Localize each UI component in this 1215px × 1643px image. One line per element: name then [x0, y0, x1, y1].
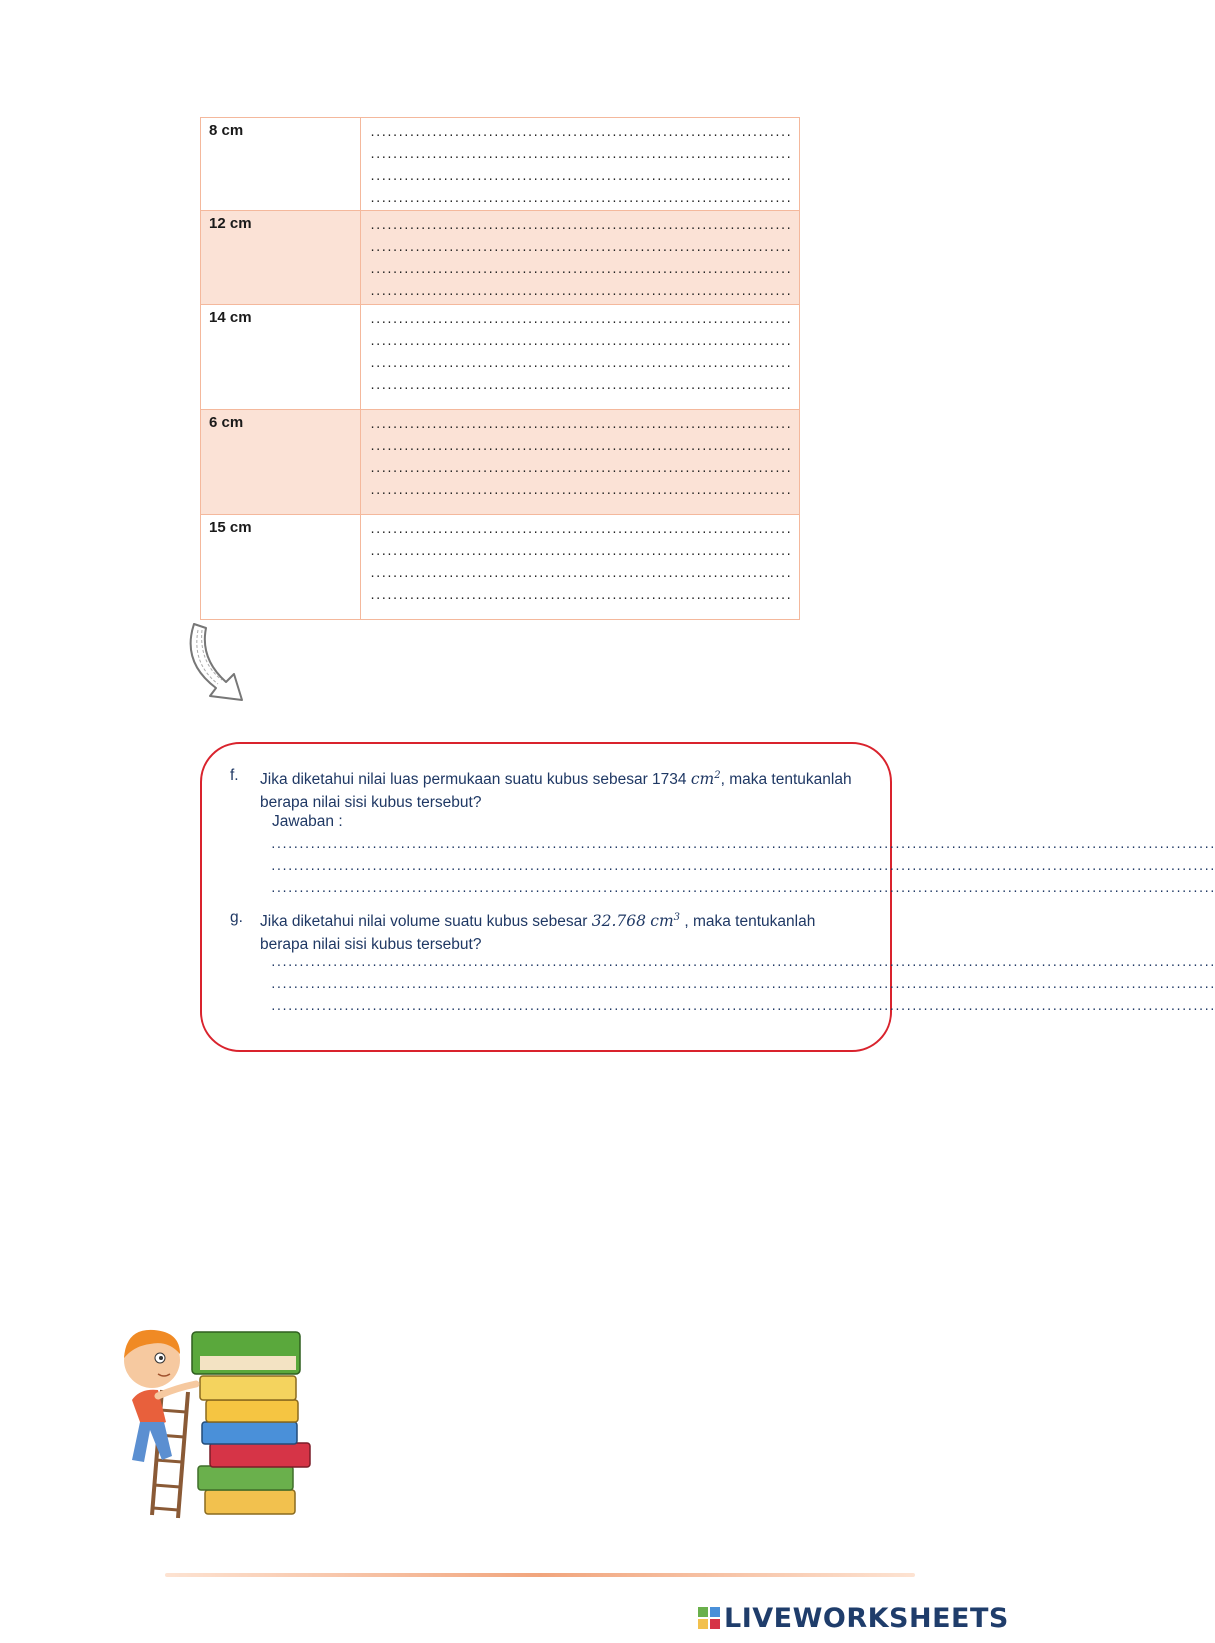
table-row: [201, 211, 799, 305]
side-length-cell: 12 cm: [201, 211, 361, 304]
answer-line[interactable]: ........................................................................................................................................................................: [270, 882, 1215, 895]
side-length-cell: 6 cm: [201, 410, 361, 514]
answer-line[interactable]: ........................................................................................................................................................................: [270, 860, 1215, 873]
answer-lines[interactable]: ........................................................................... ........................................................................... ........................................................................... ...........................................................................: [369, 313, 791, 392]
side-length-cell: 14 cm: [201, 305, 361, 409]
table-row: [201, 515, 799, 619]
answer-lines[interactable]: ........................................................................... ........................................................................... ........................................................................... ...........................................................................: [369, 219, 791, 298]
footer-divider: [165, 1573, 915, 1577]
answer-line[interactable]: ........................................................................................................................................................................: [270, 956, 1215, 969]
answer-label: Jawaban :: [272, 813, 343, 830]
answer-line[interactable]: ........................................................................................................................................................................: [270, 978, 1215, 991]
answer-table: [200, 117, 800, 620]
side-length-cell: 8 cm: [201, 118, 361, 210]
kid-climbing-books-illustration: [110, 1310, 330, 1530]
brand-logo[interactable]: [698, 1602, 1009, 1634]
answer-lines[interactable]: ........................................................................... ........................................................................... ........................................................................... ...........................................................................: [369, 418, 791, 497]
answer-lines[interactable]: ........................................................................... ........................................................................... ........................................................................... ...........................................................................: [369, 523, 791, 602]
liveworksheets-logo-icon: [698, 1607, 720, 1629]
answer-line[interactable]: ........................................................................................................................................................................: [270, 1000, 1215, 1013]
question-label: f.: [230, 767, 239, 784]
brand-name: LIVEWORKSHEETS: [724, 1602, 1009, 1634]
question-g: [230, 906, 870, 956]
question-label: g.: [230, 909, 243, 926]
side-length-cell: 15 cm: [201, 515, 361, 619]
question-box: [200, 742, 1215, 1052]
question-f: [230, 764, 870, 814]
curved-arrow-icon: [172, 618, 262, 718]
table-row: [201, 118, 799, 211]
question-text: Jika diketahui nilai volume suatu kubus sebesar 32.768 $cm^3$ , maka tentukanlah berapa nilai sisi kubus tersebut?: [260, 912, 816, 954]
answer-line[interactable]: ........................................................................................................................................................................: [270, 838, 1215, 851]
answer-lines[interactable]: ........................................................................... ........................................................................... ........................................................................... ...........................................................................: [369, 126, 791, 205]
table-row: [201, 410, 799, 515]
table-row: [201, 305, 799, 410]
question-text: Jika diketahui nilai luas permukaan suatu kubus sebesar 1734 $cm^2$, maka tentukanlah berapa nilai sisi kubus tersebut?: [260, 770, 852, 812]
